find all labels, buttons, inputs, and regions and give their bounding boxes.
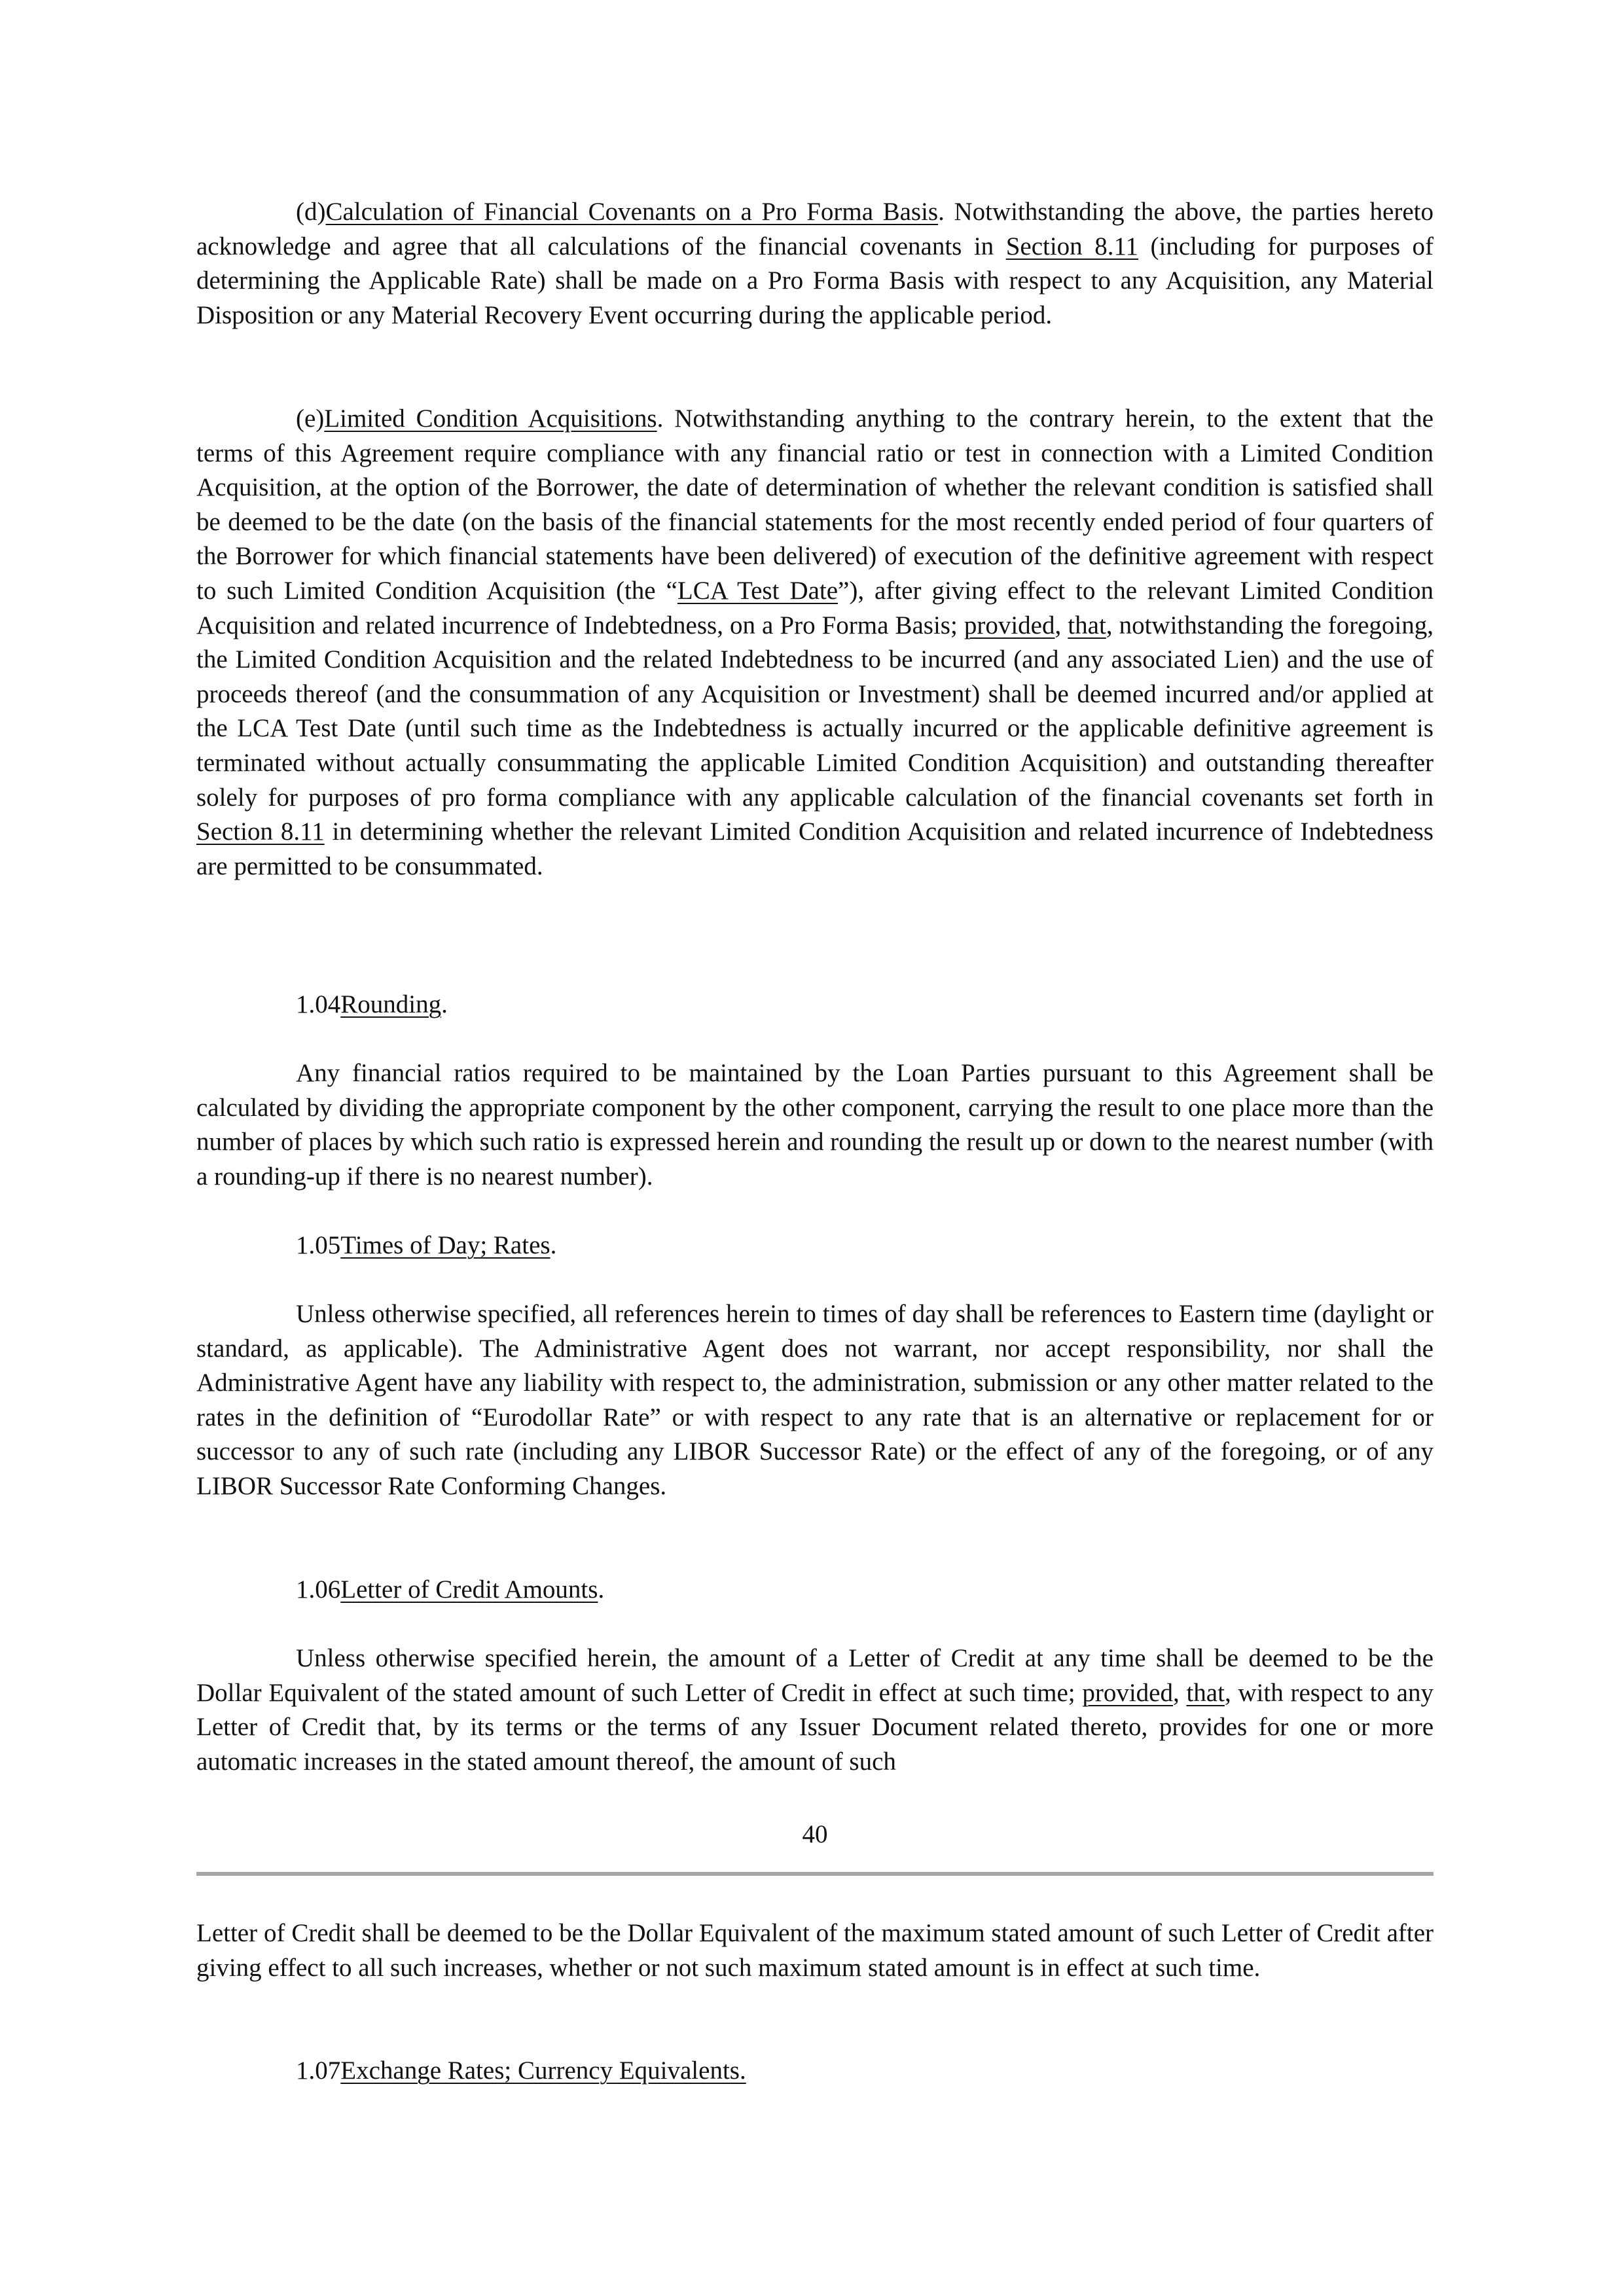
lca-test-date-term: LCA Test Date [677, 576, 839, 605]
that-term: that [1068, 611, 1106, 639]
page-divider [196, 1872, 1434, 1876]
paragraph-e [196, 402, 1434, 884]
provided-term-2: provided [1082, 1678, 1173, 1707]
paragraph-d-text-1: . Notwithstanding the above, the parties hereto acknowledge and agree that all calculations of the financial covenants in [196, 198, 1434, 260]
page-number: 40 [802, 1820, 828, 1848]
section-1-06-text-1: Unless otherwise specified herein, the amount of a Letter of Credit at any time shall be deemed to be the Dollar Equivalent of the stated amount of such Letter of Credit in effect at such time; [196, 1644, 1434, 1707]
paragraph-d [196, 195, 1434, 332]
provided-term: provided [964, 611, 1055, 639]
paragraph-e-text-2: ”), after giving effect to the relevant Limited Condition Acquisition and related incurrence of Indebtedness, on a Pro Forma Basis; [196, 576, 1434, 639]
section-1-06-body [196, 1641, 1434, 1779]
paragraph-d-title: Calculation of Financial Covenants on a Pro Forma Basis [325, 198, 939, 226]
section-1-06-title: Letter of Credit Amounts [340, 1575, 598, 1604]
section-1-05-title: Times of Day; Rates [340, 1231, 550, 1259]
paragraph-e-text-3: , notwithstanding the foregoing, the Limited Condition Acquisition and the related Indebtedness to be incurred (and any associated Lien) and the use of proceeds thereof (and the consummation of any Acquisition or Investment) shall be deemed incurred and/or applied at the LCA Test Date (until such time as the Indebtedness is actually incurred or the applicable definitive agreement is terminated without actually consummating the applicable Limited Condition Acquisition) and outstanding thereafter solely for purposes of pro forma compliance with any applicable calculation of the financial covenants set forth in [196, 611, 1434, 812]
section-1-05-body: Unless otherwise specified, all references herein to times of day shall be references to Eastern time (daylight or standard, as applicable). The Administrative Agent does not warrant, nor accept responsibility, nor shall the Administrative Agent have any liability with respect to, the administration, submission or any other matter related to the rates in the definition of “Eurodollar Rate” or with respect to any rate that is an alternative or replacement for or successor to any of such rate (including any LIBOR Successor Rate) or the effect of any of the foregoing, or of any LIBOR Successor Rate Conforming Changes. [196, 1300, 1434, 1500]
paragraph-d-number: (d) [296, 198, 326, 226]
paragraph-e-text-4: in determining whether the relevant Limited Condition Acquisition and related incurrence of Indebtedness are permitted to be consummated. [196, 817, 1434, 880]
section-1-06-suffix: . [598, 1575, 605, 1604]
section-1-05-heading [296, 1229, 556, 1263]
section-1-06-number: 1.06 [296, 1575, 341, 1604]
section-1-05-suffix: . [550, 1231, 557, 1259]
that-term-2: that [1186, 1678, 1225, 1707]
section-1-07-heading [296, 2054, 746, 2089]
section-1-06-heading [296, 1573, 604, 1607]
paragraph-d-text-2: (including for purposes of determining the Applicable Rate) shall be made on a Pro Forma Basis with respect to any Acquisition, any Material Disposition or any Material Recovery Event occurring during the applicable period. [196, 232, 1434, 329]
section-1-07-title: Exchange Rates; Currency Equivalents. [340, 2056, 746, 2085]
section-8-11-reference-2: Section 8.11 [196, 817, 325, 846]
paragraph-e-title: Limited Condition Acquisitions [324, 404, 657, 433]
section-1-07-number: 1.07 [296, 2056, 341, 2085]
paragraph-e-comma: , [1055, 611, 1068, 639]
section-1-06-text-2: , with respect to any Letter of Credit that, by its terms or the terms of any Issuer Document related thereto, provides for one or more automatic increases in the stated amount thereof, the amount of such [196, 1678, 1434, 1776]
section-1-04-number: 1.04 [296, 990, 341, 1018]
section-1-04-title: Rounding [340, 990, 442, 1018]
section-1-04-heading [296, 988, 448, 1022]
next-page-continuation: Letter of Credit shall be deemed to be the Dollar Equivalent of the maximum stated amount of such Letter of Credit after giving effect to all such increases, whether or not such maximum stated amount is in effect at such time. [196, 1919, 1434, 1982]
paragraph-e-number: (e) [296, 404, 325, 433]
section-1-04-suffix: . [441, 990, 448, 1018]
section-1-05-number: 1.05 [296, 1231, 341, 1259]
section-1-04-body: Any financial ratios required to be maintained by the Loan Parties pursuant to this Agreement shall be calculated by dividing the appropriate component by the other component, carrying the result to one place more than the number of places by which such ratio is expressed herein and rounding the result up or down to the nearest number (with a rounding-up if there is no nearest number). [196, 1059, 1434, 1191]
paragraph-e-text-1: . Notwithstanding anything to the contrary herein, to the extent that the terms of this Agreement require compliance with any financial ratio or test in connection with a Limited Condition Acquisition, at the option of the Borrower, the date of determination of whether the relevant condition is satisfied shall be deemed to be the date (on the basis of the financial statements for the most recently ended period of four quarters of the Borrower for which financial statements have been delivered) of execution of the definitive agreement with respect to such Limited Condition Acquisition (the “ [196, 404, 1434, 605]
section-8-11-reference: Section 8.11 [1005, 232, 1139, 260]
section-1-06-comma: , [1173, 1678, 1187, 1707]
